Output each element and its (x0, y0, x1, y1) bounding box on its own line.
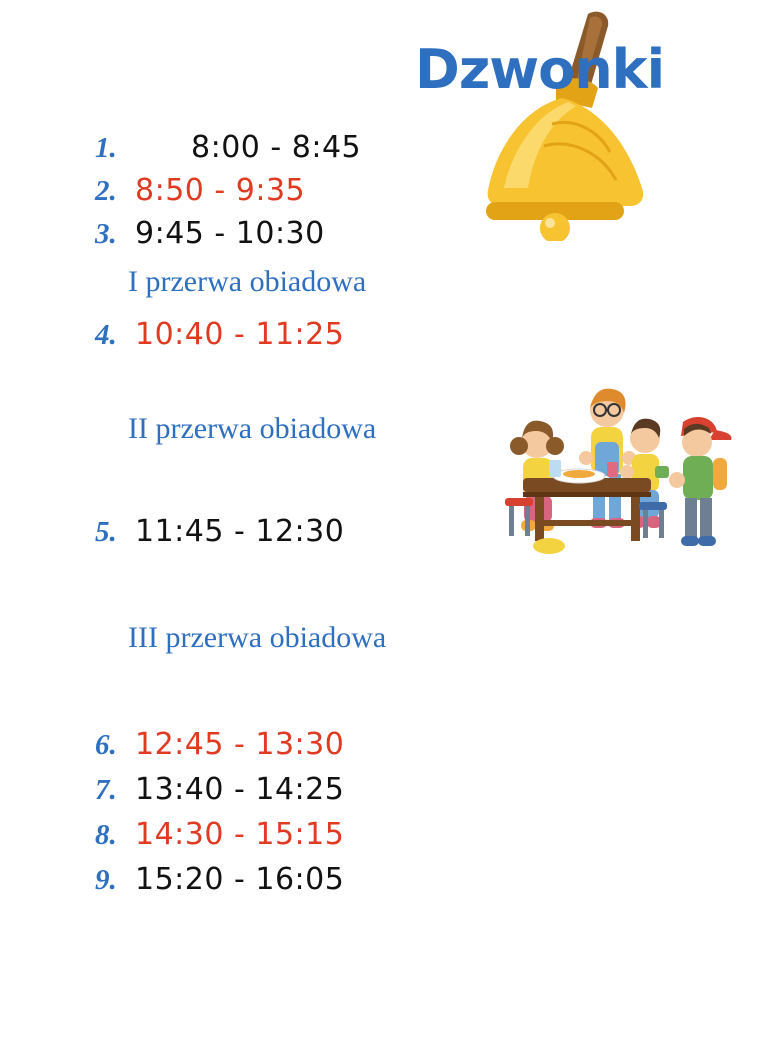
lesson-time: 14:30 - 15:15 (135, 817, 345, 852)
break-label-2: II przerwa obiadowa (128, 412, 377, 445)
bell-schedule-list (0, 130, 470, 897)
break-label-3: III przerwa obiadowa (128, 621, 387, 654)
lesson-number: 8. (95, 819, 117, 851)
lesson-time: 8:00 - 8:45 (191, 130, 362, 165)
break-label-1: I przerwa obiadowa (128, 265, 367, 298)
lesson-number: 1. (95, 132, 117, 164)
schedule-row-lesson-8 (0, 817, 470, 852)
lesson-number: 9. (95, 864, 117, 896)
schedule-row-lesson-1 (0, 130, 470, 165)
lesson-number: 7. (95, 774, 117, 806)
lesson-number: 5. (95, 516, 117, 548)
lesson-time: 15:20 - 16:05 (135, 862, 345, 897)
lesson-time: 10:40 - 11:25 (135, 317, 345, 352)
schedule-row-lesson-9 (0, 862, 470, 897)
lesson-time: 9:45 - 10:30 (135, 216, 325, 251)
lesson-time: 12:45 - 13:30 (135, 727, 345, 762)
lesson-number: 4. (95, 319, 117, 351)
schedule-row-lesson-6 (0, 727, 470, 762)
lesson-number: 2. (95, 175, 117, 207)
schedule-row-lesson-4 (0, 317, 470, 352)
lesson-time: 8:50 - 9:35 (135, 173, 306, 208)
lesson-number: 3. (95, 218, 117, 250)
lesson-time: 11:45 - 12:30 (135, 514, 345, 549)
lesson-number: 6. (95, 729, 117, 761)
schedule-row-lesson-7 (0, 772, 470, 807)
schedule-row-lesson-3 (0, 216, 470, 251)
page-title: Dzwonki (415, 38, 665, 101)
schedule-row-lesson-5 (0, 514, 470, 549)
lesson-time: 13:40 - 14:25 (135, 772, 345, 807)
schedule-row-lesson-2 (0, 173, 470, 208)
kids-lunch-illustration (487, 370, 742, 570)
